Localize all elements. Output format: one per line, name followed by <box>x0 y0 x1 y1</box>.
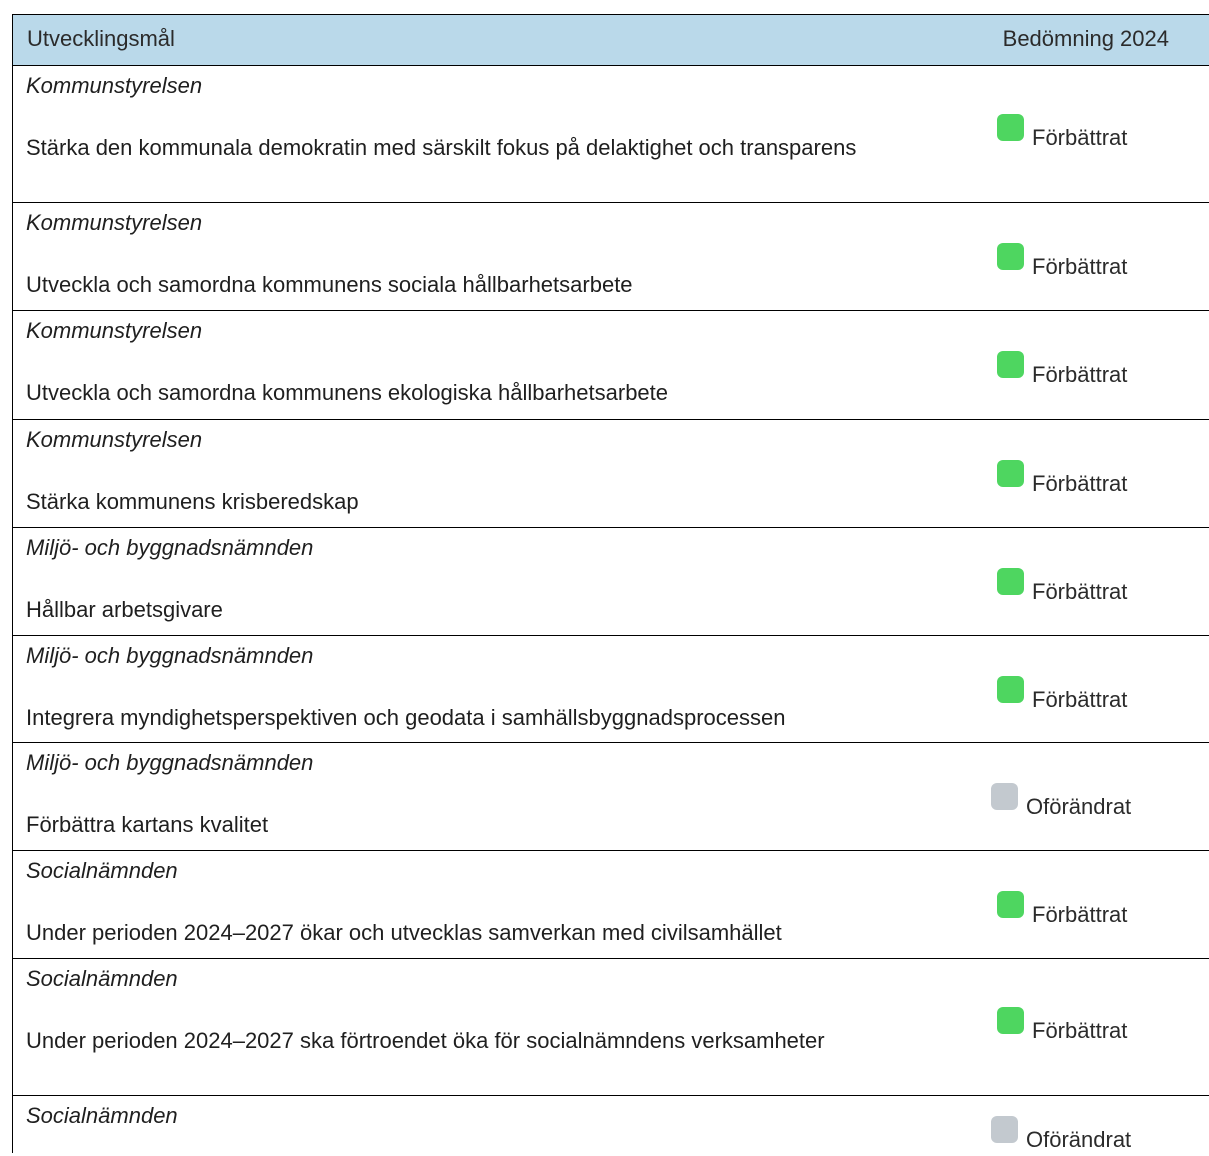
row-status <box>997 351 1127 388</box>
row-status <box>991 783 1131 820</box>
status-indicator-icon <box>997 114 1024 141</box>
row-organization: Kommunstyrelsen <box>26 210 203 235</box>
goals-table <box>12 14 1209 1153</box>
row-goal: Stärka den kommunala demokratin med särskilt fokus på delaktighet och transparens <box>26 135 857 160</box>
table-row <box>13 851 1209 959</box>
header-goal: Utvecklingsmål <box>27 26 175 51</box>
row-organization: Socialnämnden <box>26 858 178 883</box>
status-label: Förbättrat <box>1032 1018 1128 1043</box>
status-label: Förbättrat <box>1032 362 1128 387</box>
row-goal: Utveckla och samordna kommunens sociala hållbarhetsarbete <box>26 272 633 297</box>
row-goal: Integrera myndighetsperspektiven och geodata i samhällsbyggnadsprocessen <box>26 705 786 730</box>
row-goal: Under perioden 2024–2027 ökar och utvecklas samverkan med civilsamhället <box>26 920 782 945</box>
table-body <box>13 66 1209 1156</box>
table-row <box>13 528 1209 636</box>
row-organization: Miljö- och byggnadsnämnden <box>26 643 314 668</box>
row-goal: Stärka kommunens krisberedskap <box>26 489 359 514</box>
table-header <box>13 15 1209 66</box>
row-status <box>997 568 1127 605</box>
row-organization: Socialnämnden <box>26 1103 178 1128</box>
row-organization: Kommunstyrelsen <box>26 73 203 98</box>
status-indicator-icon <box>997 568 1024 595</box>
table-row <box>13 743 1209 851</box>
table-row <box>13 636 1209 743</box>
row-status <box>997 114 1127 151</box>
status-label: Förbättrat <box>1032 125 1128 150</box>
row-goal: Under perioden 2024–2027 ska förtroendet öka för socialnämndens verksamheter <box>26 1028 825 1053</box>
row-goal: Hållbar arbetsgivare <box>26 597 223 622</box>
status-label: Förbättrat <box>1032 579 1128 604</box>
row-organization: Kommunstyrelsen <box>26 427 203 452</box>
status-label: Förbättrat <box>1032 902 1128 927</box>
row-organization: Miljö- och byggnadsnämnden <box>26 535 314 560</box>
status-label: Oförändrat <box>1026 1127 1132 1152</box>
table-row <box>13 203 1209 311</box>
status-label: Förbättrat <box>1032 254 1128 279</box>
table-row <box>13 66 1209 203</box>
row-status <box>997 676 1127 713</box>
status-indicator-icon <box>997 243 1024 270</box>
row-organization: Kommunstyrelsen <box>26 318 203 343</box>
row-organization: Miljö- och byggnadsnämnden <box>26 750 314 775</box>
row-status <box>997 243 1127 280</box>
status-indicator-icon <box>997 460 1024 487</box>
status-indicator-icon <box>997 676 1024 703</box>
status-indicator-icon <box>991 783 1018 810</box>
row-organization: Socialnämnden <box>26 966 178 991</box>
table-row <box>13 420 1209 528</box>
row-status <box>997 891 1127 928</box>
header-rating: Bedömning 2024 <box>1002 26 1169 51</box>
status-label: Förbättrat <box>1032 471 1128 496</box>
row-goal: Utveckla och samordna kommunens ekologiska hållbarhetsarbete <box>26 380 669 405</box>
table-row <box>13 1096 1209 1156</box>
status-label: Förbättrat <box>1032 687 1128 712</box>
status-indicator-icon <box>997 351 1024 378</box>
status-label: Oförändrat <box>1026 794 1132 819</box>
row-status <box>997 1007 1127 1044</box>
status-indicator-icon <box>991 1116 1018 1143</box>
status-indicator-icon <box>997 891 1024 918</box>
row-status <box>997 460 1127 497</box>
status-indicator-icon <box>997 1007 1024 1034</box>
row-goal: Förbättra kartans kvalitet <box>26 812 269 837</box>
table-row <box>13 959 1209 1096</box>
row-status <box>991 1116 1131 1153</box>
table-row <box>13 311 1209 420</box>
